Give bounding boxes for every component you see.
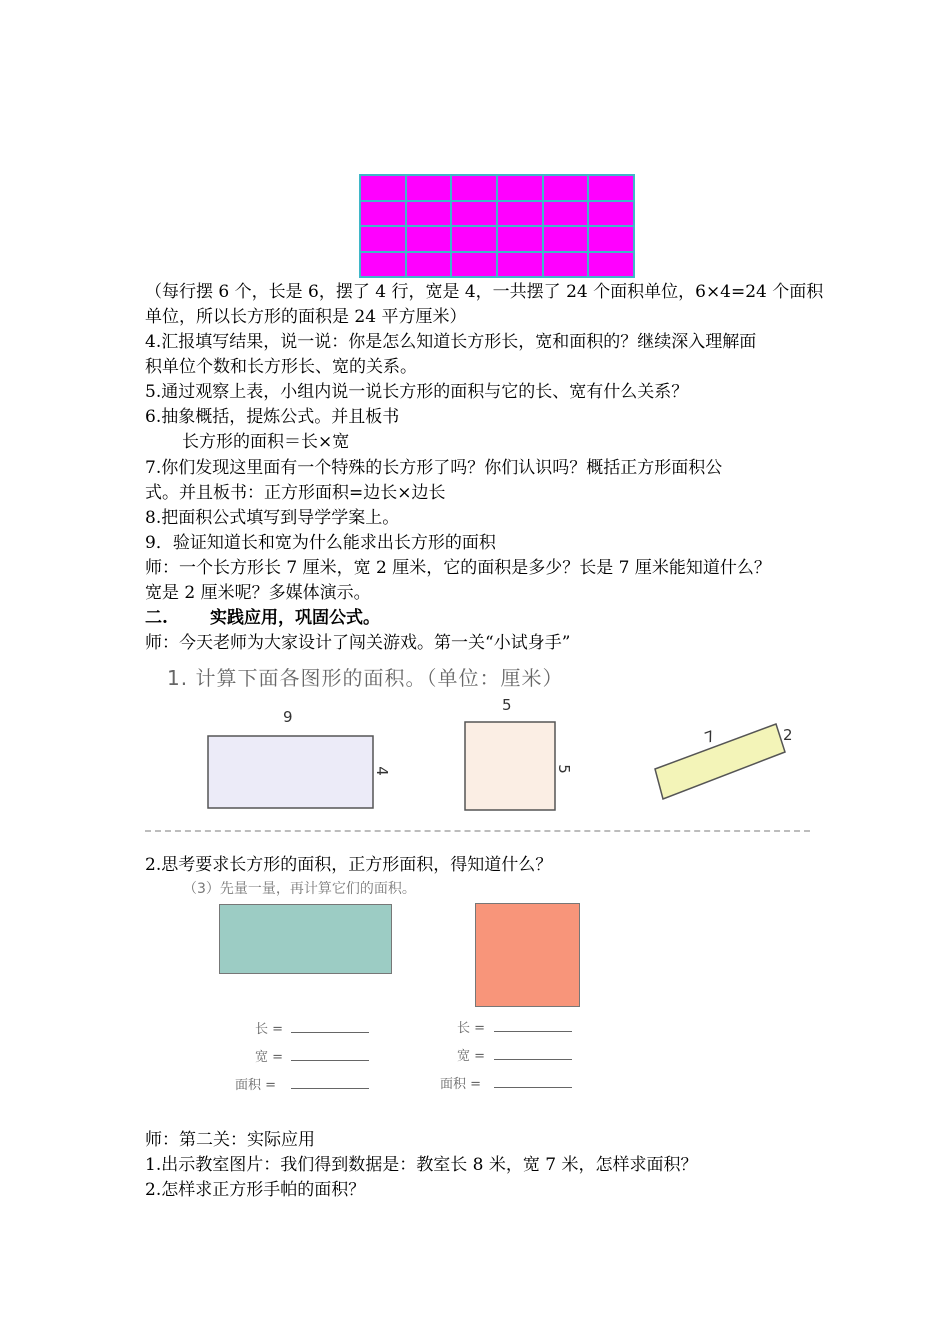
text-line: 8.把面积公式填写到导学学案上。 xyxy=(145,508,400,528)
text-line: 单位，所以长方形的面积是 24 平方厘米） xyxy=(145,307,467,327)
area-unit-cell xyxy=(406,201,452,227)
text-line: 2.思考要求长方形的面积，正方形面积，得知道什么？ xyxy=(145,855,553,875)
text-line: 7.你们发现这里面有一个特殊的长方形了吗？你们认识吗？概括正方形面积公 xyxy=(145,458,723,478)
right-area-label: 面积 = xyxy=(440,1077,482,1092)
area-unit-cell xyxy=(451,201,497,227)
area-unit-cell xyxy=(360,226,406,252)
exercise-2-title: （3）先量一量，再计算它们的面积。 xyxy=(183,881,416,897)
left-width-label: 宽 = xyxy=(255,1050,284,1065)
right-width-label: 宽 = xyxy=(457,1049,486,1064)
area-unit-cell xyxy=(360,252,406,278)
dashed-divider xyxy=(145,830,810,832)
right-length-blank xyxy=(494,1031,572,1032)
exercise-2-figure xyxy=(145,878,785,1118)
text-line: （每行摆 6 个，长是 6，摆了 4 行，宽是 4，一共摆了 24 个面积单位，6×4=24 个面积 xyxy=(145,282,824,302)
area-unit-cell xyxy=(543,226,589,252)
text-line: 积单位个数和长方形长、宽的关系。 xyxy=(145,357,417,377)
area-unit-cell xyxy=(543,201,589,227)
left-length-label: 长 = xyxy=(255,1022,284,1037)
square-side-right-label: 5 xyxy=(554,764,573,774)
rect-a-length-label: 9 xyxy=(283,708,293,726)
area-unit-grid xyxy=(359,174,635,278)
square-b xyxy=(465,722,555,810)
area-unit-cell xyxy=(406,252,452,278)
area-unit-cell xyxy=(406,175,452,201)
formula-rectangle: 长方形的面积＝长×宽 xyxy=(182,432,350,452)
section-heading: 实践应用，巩固公式。 xyxy=(210,608,380,628)
area-unit-cell xyxy=(497,201,543,227)
left-area-label: 面积 = xyxy=(235,1078,277,1093)
left-area-blank xyxy=(291,1088,369,1089)
right-area-blank xyxy=(494,1087,572,1088)
rect-c-length-label: 7 xyxy=(702,726,718,748)
area-unit-cell xyxy=(543,252,589,278)
left-width-blank xyxy=(291,1060,369,1061)
area-unit-cell xyxy=(543,175,589,201)
area-unit-cell xyxy=(360,175,406,201)
rect-c-width-label: 2 xyxy=(783,726,793,744)
rectangle-a xyxy=(208,736,373,808)
area-unit-cell xyxy=(406,226,452,252)
area-unit-cell xyxy=(360,201,406,227)
right-width-blank xyxy=(494,1059,572,1060)
text-line: 2.怎样求正方形手帕的面积？ xyxy=(145,1180,366,1200)
exercise-1-figure xyxy=(145,656,810,836)
right-length-label: 长 = xyxy=(457,1021,486,1036)
text-line: 6.抽象概括，提炼公式。并且板书 xyxy=(145,407,400,427)
text-line: 5.通过观察上表，小组内说一说长方形的面积与它的长、宽有什么关系？ xyxy=(145,382,689,402)
area-unit-cell xyxy=(588,252,634,278)
text-line: 式。并且板书：正方形面积=边长×边长 xyxy=(145,483,446,503)
area-unit-cell xyxy=(497,252,543,278)
square-side-top-label: 5 xyxy=(502,696,512,714)
text-line: 师：今天老师为大家设计了闯关游戏。第一关“小试身手” xyxy=(145,633,571,653)
exercise-1-title: 1. 计算下面各图形的面积。（单位：厘米） xyxy=(167,666,564,690)
text-line: 宽是 2 厘米呢？多媒体演示。 xyxy=(145,583,371,603)
area-unit-cell xyxy=(451,252,497,278)
area-unit-cell xyxy=(497,226,543,252)
text-line: 4.汇报填写结果，说一说：你是怎么知道长方形长，宽和面积的？继续深入理解面 xyxy=(145,332,757,352)
area-unit-cell xyxy=(588,175,634,201)
text-line: 9．验证知道长和宽为什么能求出长方形的面积 xyxy=(145,533,496,553)
left-length-blank xyxy=(291,1032,369,1033)
rect-a-width-label: 4 xyxy=(372,766,391,776)
text-line: 师：一个长方形长 7 厘米，宽 2 厘米，它的面积是多少？长是 7 厘米能知道什么？ xyxy=(145,558,771,578)
area-unit-cell xyxy=(588,226,634,252)
orange-square xyxy=(475,903,580,1007)
section-number: 二. xyxy=(145,608,168,628)
rectangle-c xyxy=(655,724,785,799)
area-unit-cell xyxy=(588,201,634,227)
area-unit-cell xyxy=(451,175,497,201)
teal-rectangle xyxy=(219,904,392,974)
text-line: 1.出示教室图片：我们得到数据是：教室长 8 米，宽 7 米，怎样求面积？ xyxy=(145,1155,698,1175)
text-line: 师：第二关：实际应用 xyxy=(145,1130,315,1150)
area-unit-cell xyxy=(497,175,543,201)
area-unit-cell xyxy=(451,226,497,252)
